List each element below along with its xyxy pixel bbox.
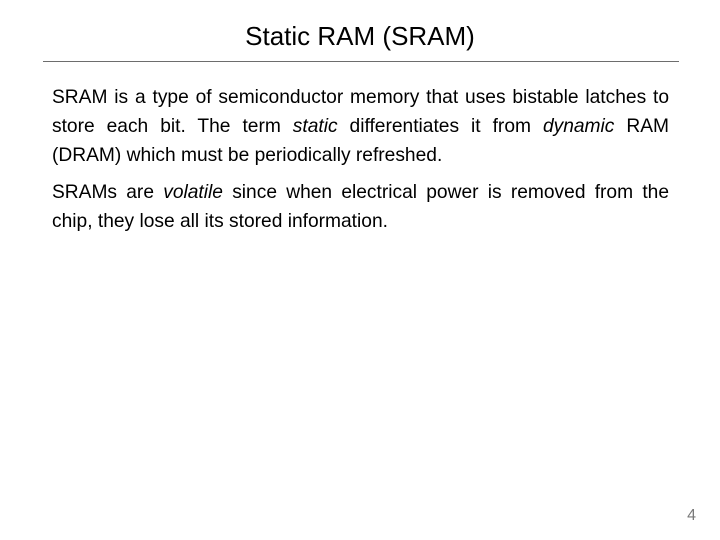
emphasis-static: static: [292, 116, 338, 137]
paragraph-sram-volatility: [52, 178, 669, 236]
emphasis-volatile: volatile: [163, 182, 223, 203]
paragraph-text: RAM (DRAM) which must be periodically refreshed.: [52, 116, 670, 166]
slide-title: Static RAM (SRAM): [245, 21, 475, 51]
paragraph-text: differentiates it from: [337, 116, 543, 137]
emphasis-dynamic: dynamic: [542, 116, 615, 137]
title-divider: [43, 61, 679, 62]
page-number: 4: [687, 507, 696, 524]
slide-body: [52, 83, 669, 244]
paragraph-text: since when electrical power is removed from the chip, they lose all its stored information.: [52, 182, 669, 232]
paragraph-text: SRAM is a type of semiconductor memory that uses bistable latches to store each bit. The term: [52, 87, 669, 137]
paragraph-sram-definition: [52, 83, 669, 170]
paragraph-text: SRAMs are: [52, 182, 164, 203]
